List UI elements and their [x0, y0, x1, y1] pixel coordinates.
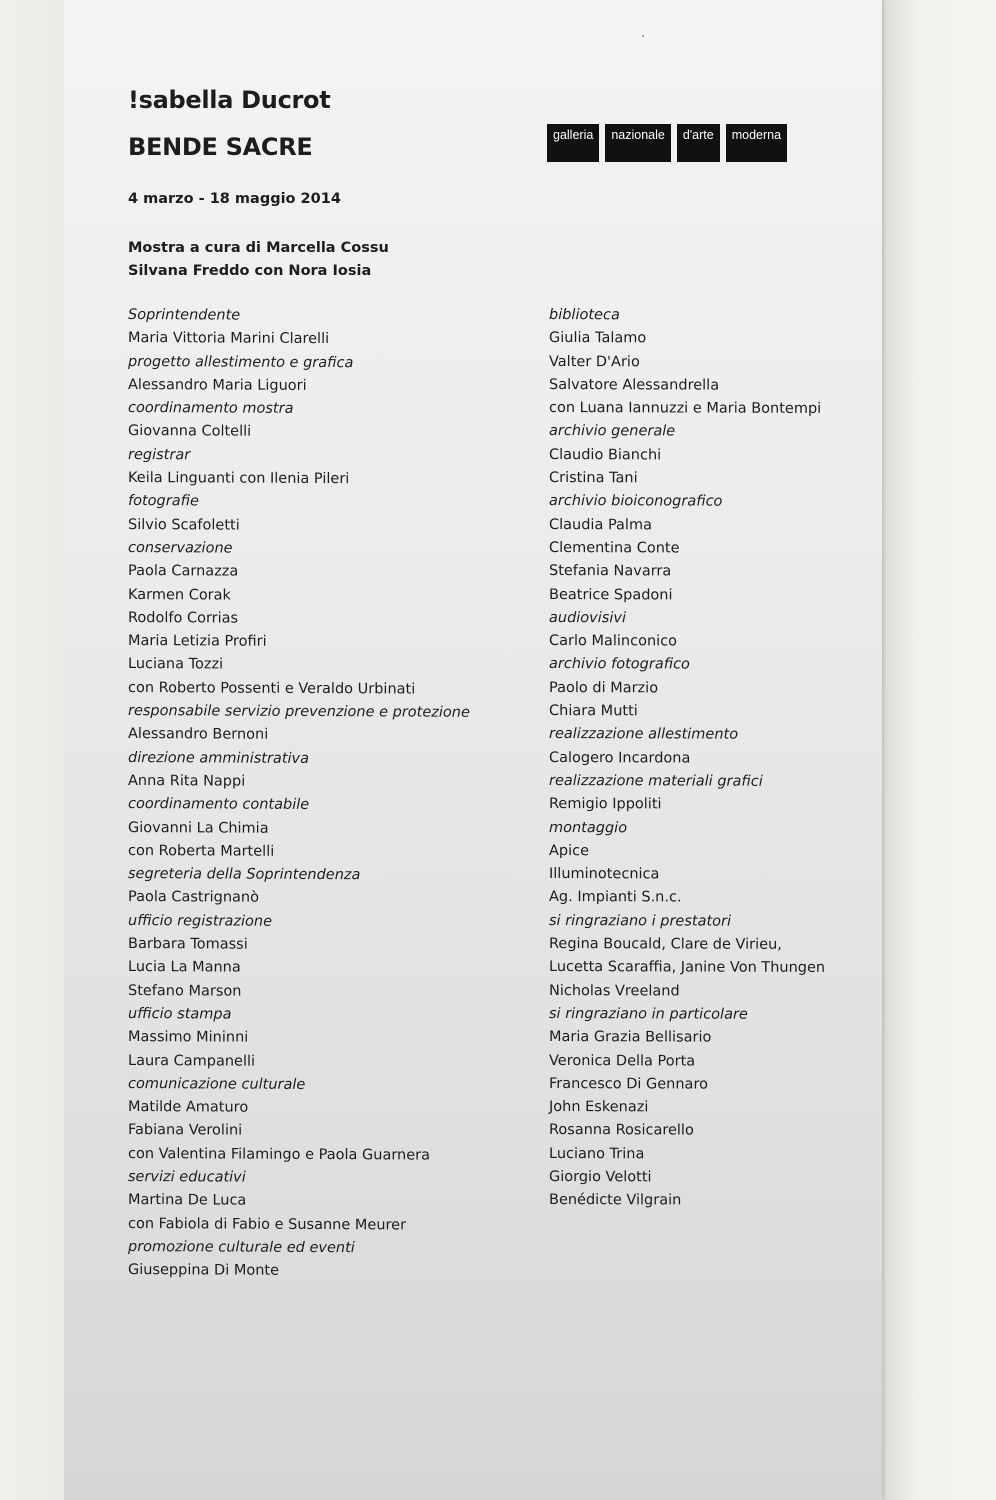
credit-name: Paolo di Marzio	[549, 679, 659, 697]
credit-name: Matilde Amaturo	[128, 1099, 249, 1116]
credit-role: realizzazione materiali grafici	[549, 772, 763, 790]
credit-name: Carlo Malinconico	[549, 633, 678, 650]
gallery-logo	[547, 124, 787, 162]
credit-name: Giorgio Velotti	[549, 1168, 652, 1186]
credit-name: Alessandro Bernoni	[128, 726, 269, 744]
credit-role: servizi educativi	[128, 1168, 246, 1186]
credit-name: Giulia Talamo	[549, 330, 647, 347]
credit-name: Karmen Corak	[128, 586, 231, 604]
credit-name: Laura Campanelli	[128, 1052, 256, 1070]
logo-word: galleria	[547, 124, 599, 162]
credit-name: Veronica Della Porta	[549, 1052, 696, 1070]
credits-left-column	[128, 304, 470, 1284]
credit-role: montaggio	[549, 819, 628, 836]
credit-name: Illuminotecnica	[549, 866, 660, 883]
wall-right	[882, 0, 996, 1500]
credit-role: segreteria della Soprintendenza	[128, 866, 361, 884]
credit-name: Rodolfo Corrias	[128, 609, 239, 627]
curator-line: Silvana Freddo con Nora Iosia	[128, 263, 372, 279]
credit-name: Martina De Luca	[128, 1192, 247, 1209]
credit-name: Francesco Di Gennaro	[549, 1075, 708, 1093]
credit-name: con Fabiola di Fabio e Susanne Meurer	[128, 1215, 407, 1234]
credit-name: Salvatore Alessandrella	[549, 376, 720, 394]
logo-word: moderna	[726, 124, 787, 162]
credit-name: Lucetta Scaraffia, Janine Von Thungen	[549, 959, 826, 977]
credits-right-column	[549, 304, 825, 1214]
credit-name: Keila Linguanti con Ilenia Pileri	[128, 470, 350, 488]
curator-line: Mostra a cura di Marcella Cossu	[128, 240, 389, 256]
credit-name: Alessandro Maria Liguori	[128, 376, 307, 394]
credit-name: Giovanna Coltelli	[128, 423, 252, 441]
credit-role: coordinamento contabile	[128, 796, 310, 814]
credit-role: archivio generale	[549, 423, 676, 440]
panel-mark	[642, 35, 644, 37]
credit-name: Calogero Incardona	[549, 749, 691, 767]
wall-left	[0, 0, 64, 1500]
credit-name: con Valentina Filamingo e Paola Guarnera	[128, 1145, 430, 1164]
credit-role: progetto allestimento e grafica	[128, 353, 354, 371]
credit-role: registrar	[128, 446, 191, 464]
credit-name: con Roberto Possenti e Veraldo Urbinati	[128, 679, 416, 698]
credit-role: direzione amministrativa	[128, 749, 309, 767]
credit-name: Maria Letizia Profiri	[128, 633, 267, 650]
logo-word: d'arte	[677, 124, 720, 162]
credit-role: archivio bioiconografico	[549, 493, 723, 510]
credit-name: Giovanni La Chimia	[128, 819, 269, 837]
credit-name: Rosanna Rosicarello	[549, 1122, 694, 1139]
logo-word: nazionale	[605, 124, 671, 162]
credit-name: Massimo Mininni	[128, 1029, 249, 1046]
credit-name: Luciano Trina	[549, 1145, 645, 1163]
credit-role: realizzazione allestimento	[549, 726, 739, 744]
credit-role: biblioteca	[549, 307, 620, 324]
credit-role: si ringraziano i prestatori	[549, 912, 732, 930]
credit-role: fotografie	[128, 493, 199, 510]
exhibition-dates: 4 marzo - 18 maggio 2014	[128, 191, 341, 207]
credit-name: Stefano Marson	[128, 982, 242, 1000]
credit-name: Ag. Impianti S.n.c.	[549, 889, 682, 906]
credit-name: Lucia La Manna	[128, 959, 241, 976]
credit-name: Giuseppina Di Monte	[128, 1262, 280, 1279]
credits-panel	[64, 0, 882, 1500]
credit-name: Maria Grazia Bellisario	[549, 1029, 712, 1046]
credit-name: Valter D'Ario	[549, 353, 640, 370]
credit-name: Chiara Mutti	[549, 703, 638, 720]
credit-name: con Luana Iannuzzi e Maria Bontempi	[549, 400, 822, 418]
credit-name: Stefania Navarra	[549, 563, 672, 580]
credit-name: Fabiana Verolini	[128, 1122, 243, 1139]
credit-name: Remigio Ippoliti	[549, 796, 662, 813]
credit-name: con Roberta Martelli	[128, 842, 275, 860]
credit-name: Claudia Palma	[549, 516, 652, 534]
credit-name: Cristina Tani	[549, 470, 638, 487]
credit-role: ufficio stampa	[128, 1005, 232, 1023]
credit-name: Paola Castrignanò	[128, 889, 259, 907]
credit-role: audiovisivi	[549, 609, 626, 627]
credit-name: Regina Boucald, Clare de Virieu,	[549, 936, 782, 953]
credit-role: ufficio registrazione	[128, 912, 272, 930]
artist-name: !sabella Ducrot	[128, 86, 331, 114]
credit-name: Paola Carnazza	[128, 563, 239, 580]
credit-name: Claudio Bianchi	[549, 446, 662, 464]
credit-name: Beatrice Spadoni	[549, 586, 673, 603]
credit-role: si ringraziano in particolare	[549, 1005, 748, 1023]
exhibition-title: BENDE SACRE	[128, 133, 313, 161]
credit-role: coordinamento mostra	[128, 400, 294, 418]
credit-role: Soprintendente	[128, 307, 241, 324]
credit-name: Maria Vittoria Marini Clarelli	[128, 330, 330, 348]
credit-name: Barbara Tomassi	[128, 936, 248, 953]
credit-name: John Eskenazi	[549, 1099, 649, 1116]
curator-block	[128, 237, 389, 283]
credit-role: comunicazione culturale	[128, 1075, 306, 1093]
credit-role: responsabile servizio prevenzione e protezione	[128, 703, 470, 721]
credit-name: Luciana Tozzi	[128, 656, 224, 673]
credit-name: Apice	[549, 842, 590, 859]
credit-name: Nicholas Vreeland	[549, 982, 680, 1000]
credit-name: Clementina Conte	[549, 539, 680, 557]
credit-name: Silvio Scafoletti	[128, 516, 240, 534]
credit-name: Anna Rita Nappi	[128, 772, 246, 790]
credit-role: archivio fotografico	[549, 656, 690, 673]
credit-role: conservazione	[128, 539, 233, 557]
credit-role: promozione culturale ed eventi	[128, 1238, 355, 1257]
credit-name: Benédicte Vilgrain	[549, 1192, 682, 1209]
